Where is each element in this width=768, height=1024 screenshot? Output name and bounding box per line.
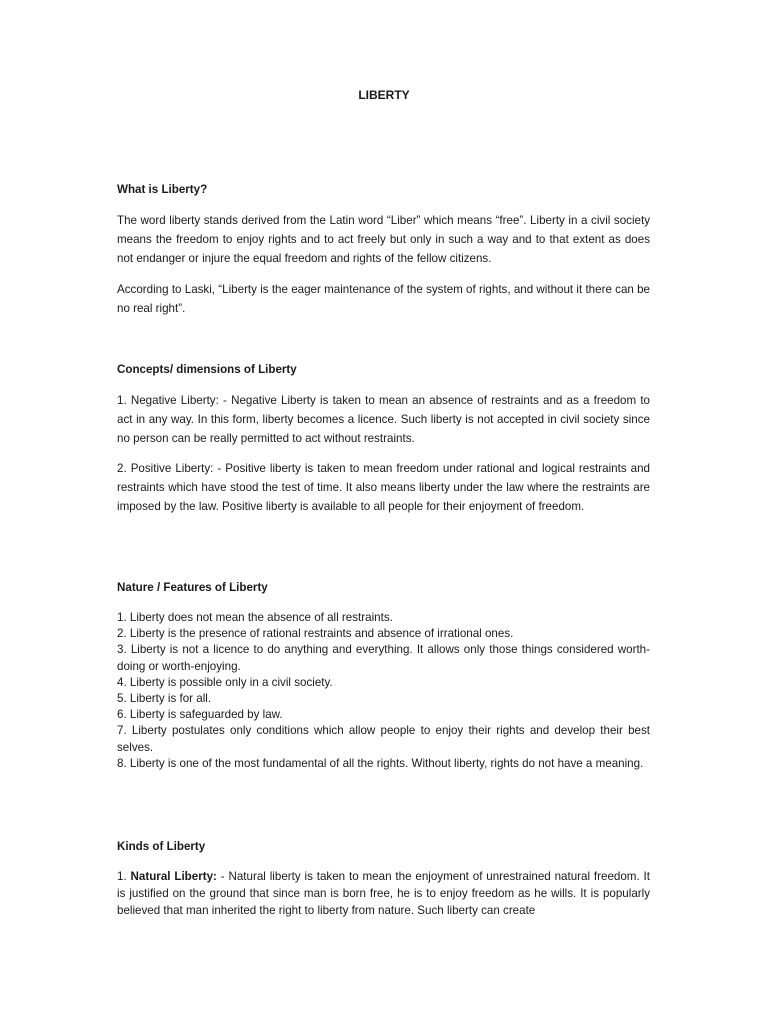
list-item: 2. Liberty is the presence of rational restraints and absence of irrational ones. (117, 627, 514, 641)
paragraph-positive-liberty: 2. Positive Liberty: - Positive liberty is taken to mean freedom under rational and logical restraints and restraints which have stood the test of time. It also means liberty under the law where the restraints are imposed by the law. Positive liberty is available to all people for their enjoyment of freedom. (117, 462, 650, 513)
term-natural-liberty: Natural Liberty: (130, 870, 217, 883)
list-item: 5. Liberty is for all. (117, 692, 212, 706)
list-item: 6. Liberty is safeguarded by law. (117, 708, 283, 722)
list-item: 7. Liberty postulates only conditions which allow people to enjoy their rights and develop their best selves. (117, 724, 650, 754)
paragraph-natural-liberty (117, 869, 650, 919)
natural-liberty-text: - Natural liberty is taken to mean the enjoyment of unrestrained natural freedom. It is justified on the ground that since man is born free, he is to enjoy freedom as he wills. It is popularly believed that man inherited the right to liberty from nature. Such liberty can create (117, 870, 650, 917)
heading-what-is-liberty: What is Liberty? (117, 183, 208, 196)
list-item: 4. Liberty is possible only in a civil society. (117, 675, 333, 689)
list-item: 8. Liberty is one of the most fundamental of all the rights. Without liberty, rights do not have a meaning. (117, 756, 644, 770)
item-number: 1. (117, 870, 131, 883)
features-list (117, 610, 650, 772)
heading-kinds-of-liberty: Kinds of Liberty (117, 840, 206, 853)
heading-nature-features: Nature / Features of Liberty (117, 581, 268, 594)
paragraph-laski-quote: According to Laski, “Liberty is the eager maintenance of the system of rights, and without it there can be no real right”. (117, 283, 650, 315)
paragraph-definition: The word liberty stands derived from the Latin word “Liber” which means “free”. Liberty in a civil society means the freedom to enjoy rights and to act freely but only in such a way and to that extent as does not endanger or injure the equal freedom and rights of the fellow citizens. (117, 214, 650, 265)
heading-concepts: Concepts/ dimensions of Liberty (117, 363, 297, 376)
document-title: LIBERTY (358, 88, 410, 102)
paragraph-negative-liberty: 1. Negative Liberty: - Negative Liberty is taken to mean an absence of restraints and as a freedom to act in any way. In this form, liberty becomes a licence. Such liberty is not accepted in civil society since no person can be really permitted to act without restraints. (117, 394, 650, 445)
list-item: 3. Liberty is not a licence to do anything and everything. It allows only those things considered worth-doing or worth-enjoying. (117, 643, 650, 673)
list-item: 1. Liberty does not mean the absence of all restraints. (117, 611, 393, 624)
